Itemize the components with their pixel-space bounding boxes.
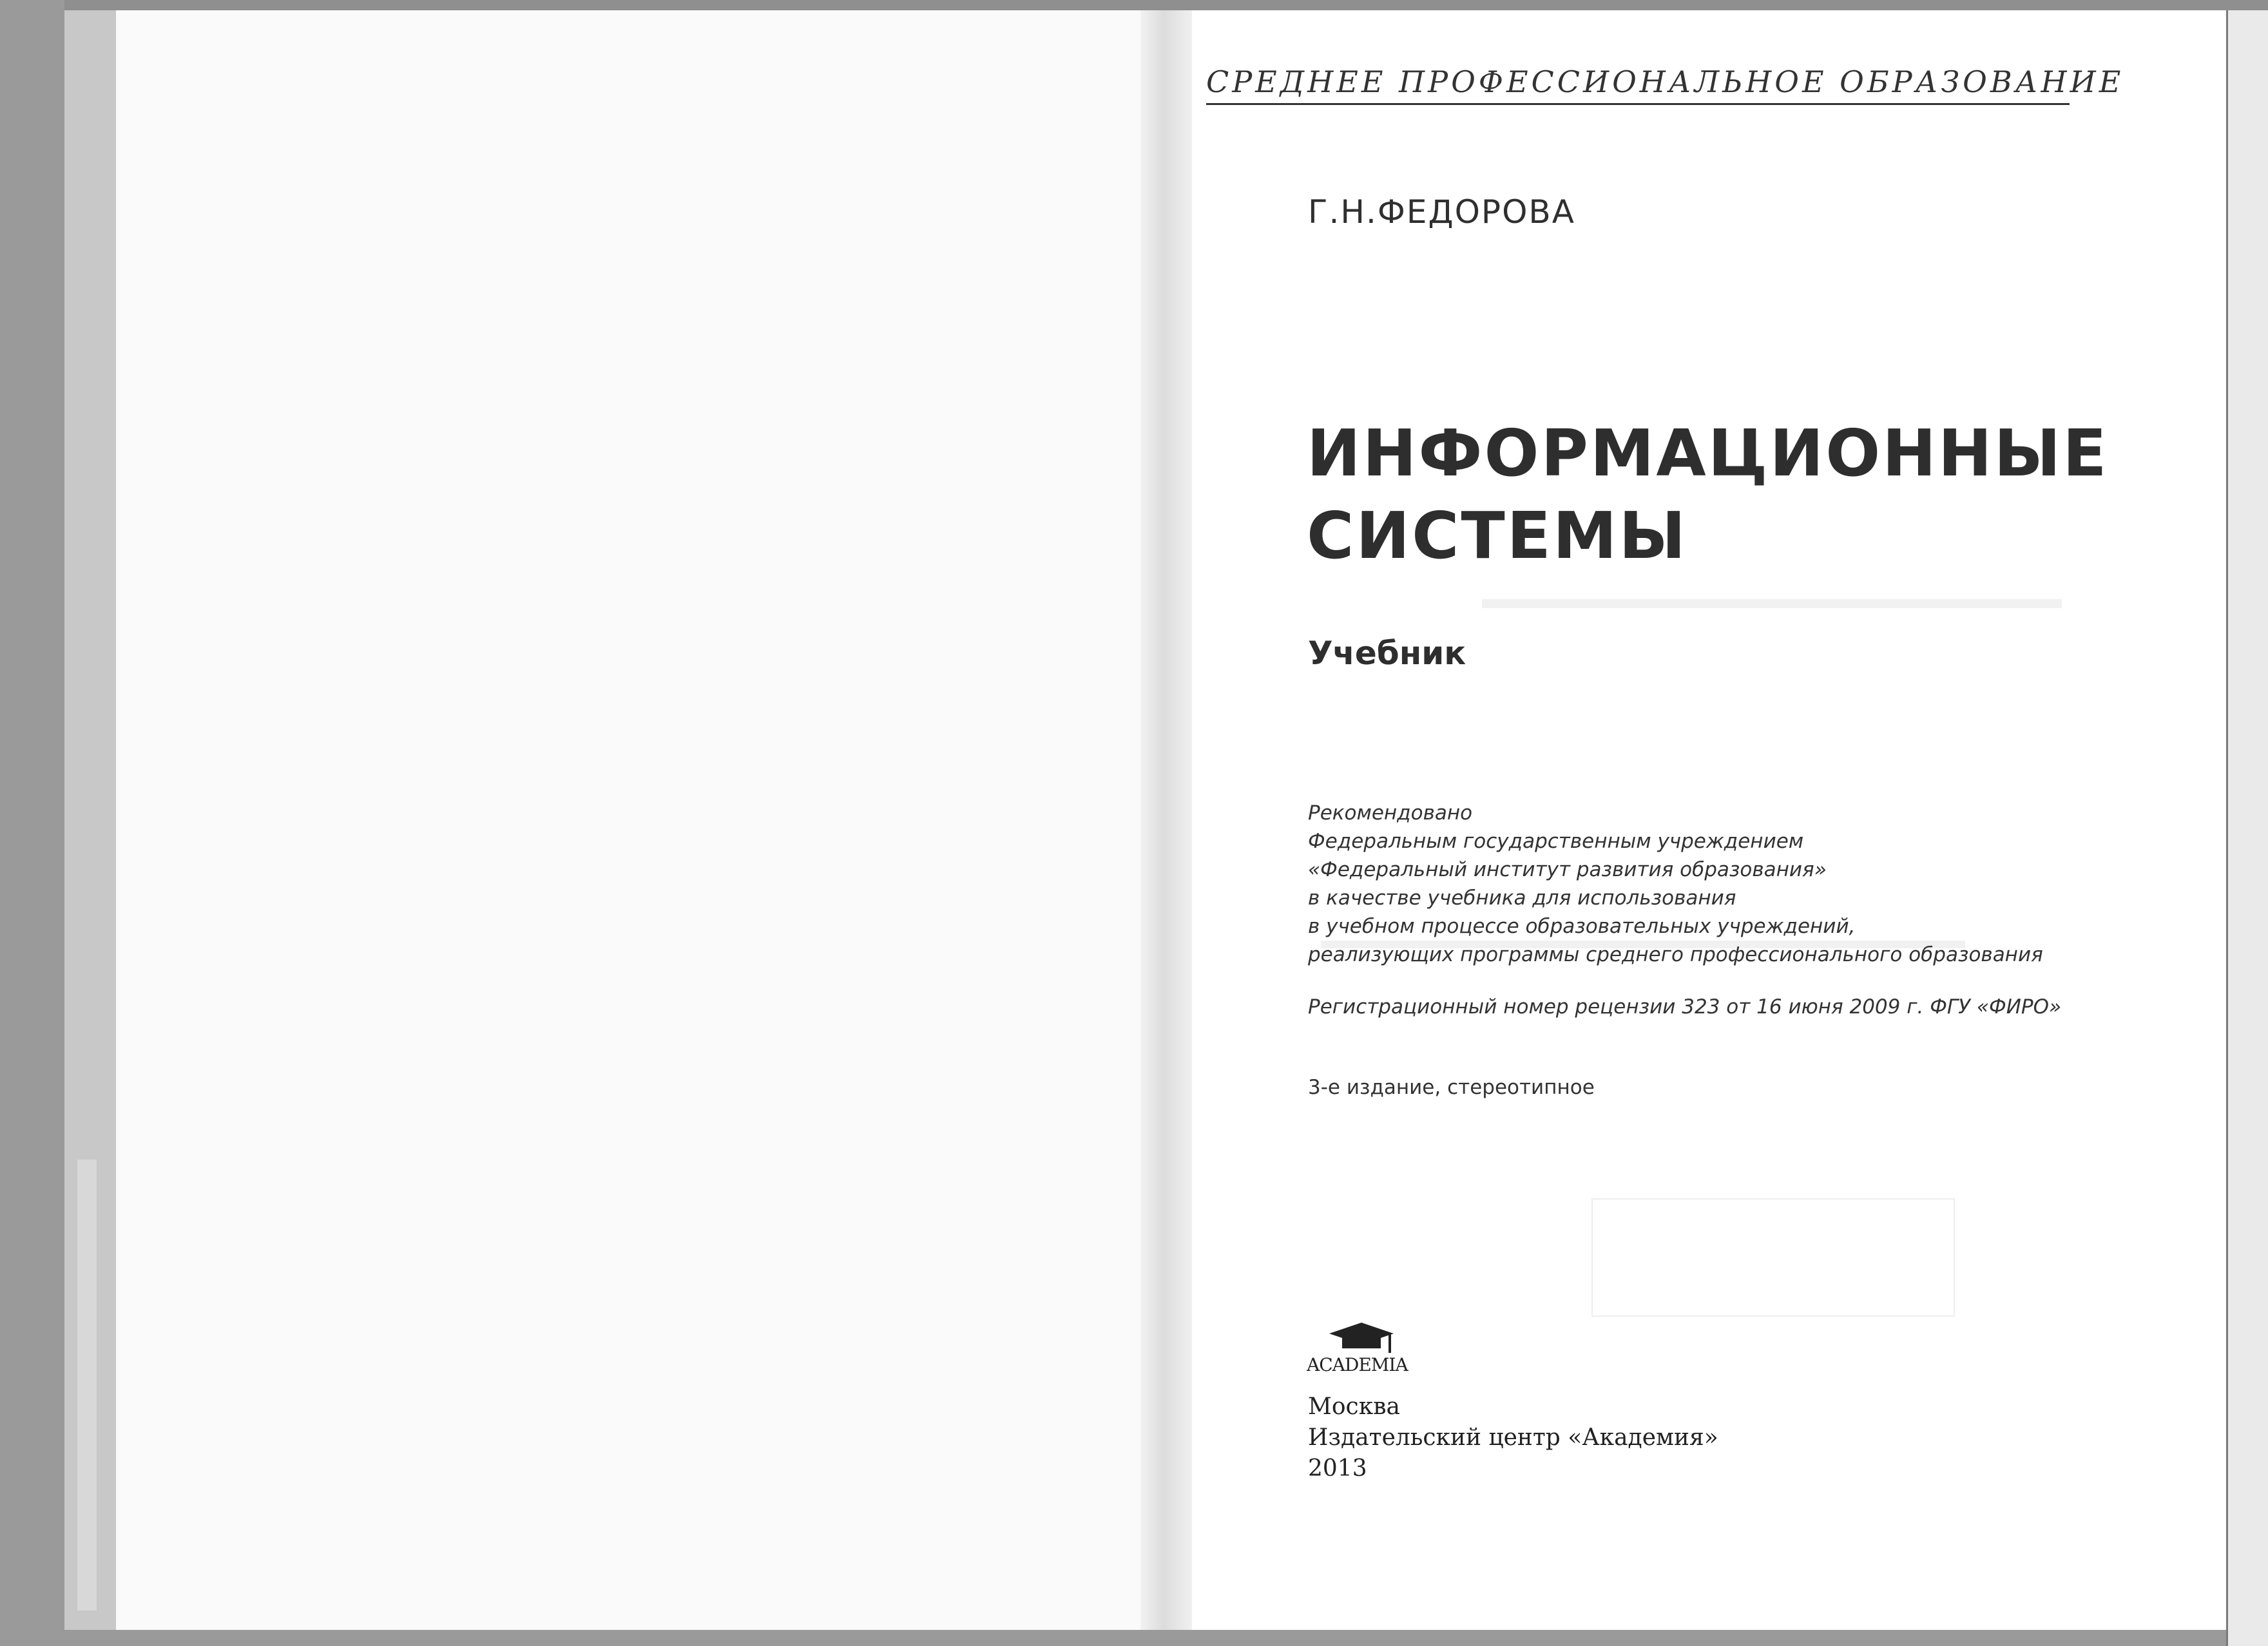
series-title: СРЕДНЕЕ ПРОФЕССИОНАЛЬНОЕ ОБРАЗОВАНИЕ (1206, 64, 2070, 105)
edition-note: 3-е издание, стереотипное (1308, 1076, 1595, 1099)
graduation-cap-icon (1326, 1321, 1397, 1356)
imprint-publisher: Издательский центр «Академия» (1308, 1424, 1718, 1451)
book-title-line: СИСТЕМЫ (1307, 498, 1688, 573)
recommendation-line: Федеральным государственным учреждением (1308, 830, 1804, 853)
recommendation-line: «Федеральный институт развития образования» (1308, 858, 1827, 881)
registration-number: Регистрационный номер рецензии 323 от 16 июня 2009 г. ФГУ «ФИРО» (1308, 995, 2062, 1019)
recommendation-text (1308, 799, 2043, 969)
scan-frame-top (0, 0, 2268, 10)
publisher-logo (1307, 1321, 1423, 1379)
imprint-year: 2013 (1308, 1455, 1367, 1482)
imprint (1308, 1392, 1718, 1484)
author-name: Г.Н.ФЕДОРОВА (1308, 193, 1575, 231)
left-page-blank (116, 10, 1160, 1630)
publisher-logo-text: ACADEMIA (1307, 1354, 1408, 1375)
bleed-through-mark (1482, 599, 2062, 608)
book-title (1307, 412, 2109, 577)
scan-frame-left (0, 0, 64, 1646)
book-title-line: ИНФОРМАЦИОННЫЕ (1307, 416, 2109, 491)
scan-frame-right (2226, 10, 2268, 1646)
bleed-through-box (1591, 1198, 1955, 1317)
imprint-city: Москва (1308, 1393, 1400, 1420)
book-type: Учебник (1308, 635, 1466, 672)
recommendation-line: в учебном процессе образовательных учреждений, (1308, 915, 1856, 938)
scan-frame-bottom (64, 1630, 2268, 1646)
recommendation-line: Рекомендовано (1308, 801, 1473, 825)
recommendation-line: реализующих программы среднего профессионального образования (1308, 943, 2043, 966)
recommendation-line: в качестве учебника для использования (1308, 886, 1736, 910)
book-spine-gutter (1140, 10, 1192, 1630)
book-cover-edge-highlight (77, 1160, 97, 1611)
